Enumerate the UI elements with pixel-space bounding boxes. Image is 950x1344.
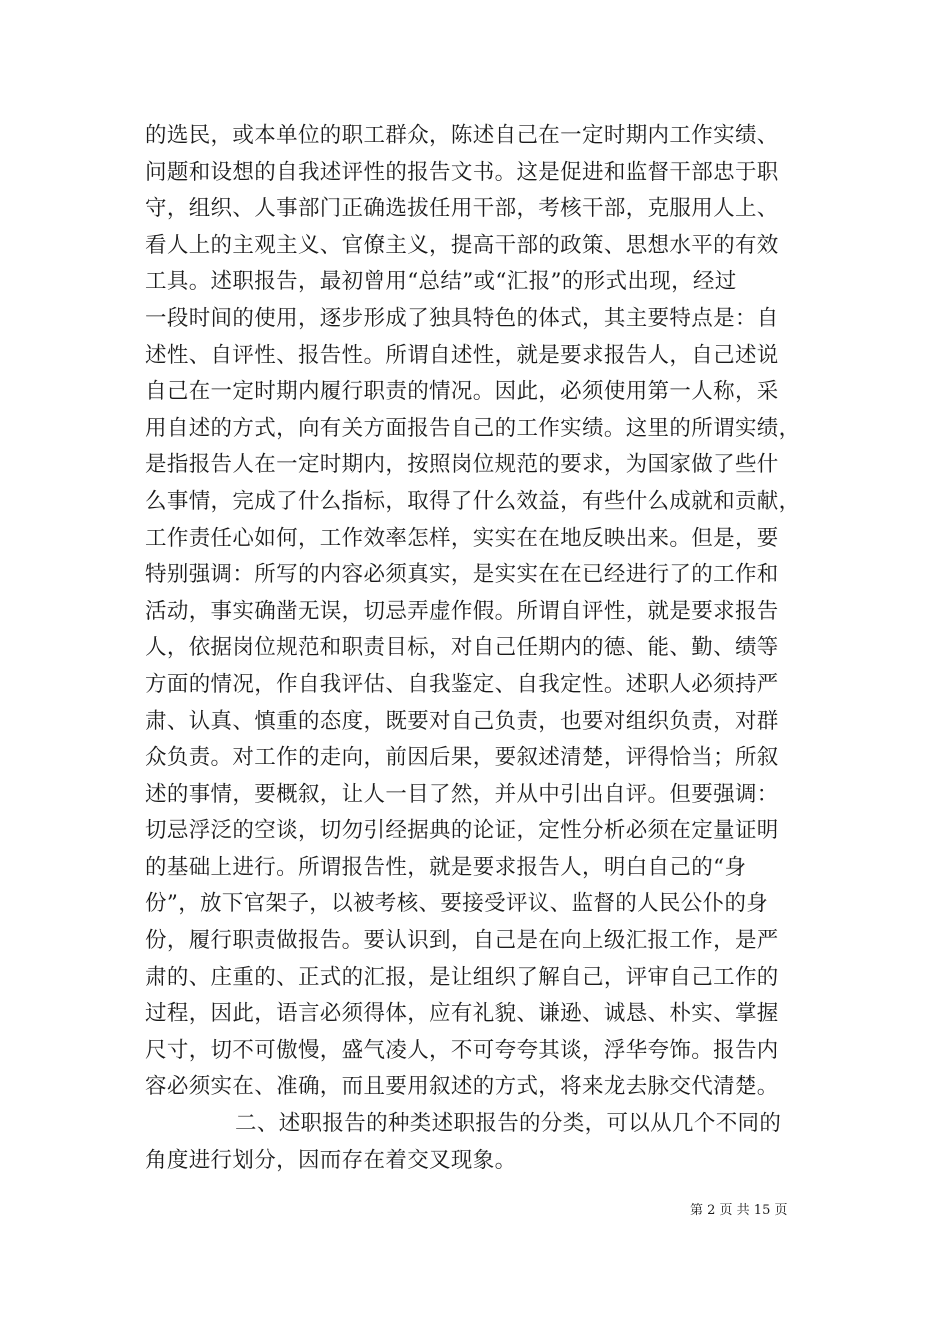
text-line: 容必须实在、准确，而且要用叙述的方式，将来龙去脉交代清楚。 [145, 1074, 779, 1100]
text-line: 问题和设想的自我述评性的报告文书。这是促进和监督干部忠于职 [145, 159, 779, 185]
text-line: 过程，因此，语言必须得体，应有礼貌、谦逊、诚恳、朴实、掌握 [145, 1001, 779, 1027]
text-line: 述的事情，要概叙，让人一目了然，并从中引出自评。但要强调： [145, 781, 779, 807]
text-line: 方面的情况，作自我评估、自我鉴定、自我定性。述职人必须持严 [145, 671, 779, 697]
text-line: 么事情，完成了什么指标，取得了什么效益，有些什么成就和贡献， [145, 488, 801, 514]
text-line: 份”，放下官架子，以被考核、要接受评议、监督的人民公仆的身 [145, 891, 769, 917]
text-line: 人，依据岗位规范和职责目标，对自己任期内的德、能、勤、绩等 [145, 635, 779, 661]
section-heading-line: 二、述职报告的种类述职报告的分类，可以从几个不同的 [235, 1111, 782, 1137]
text-line: 切忌浮泛的空谈，切勿引经据典的论证，定性分析必须在定量证明 [145, 818, 779, 844]
text-line: 肃、认真、慎重的态度，既要对自己负责，也要对组织负责，对群 [145, 708, 779, 734]
text-line: 尺寸，切不可傲慢，盛气凌人，不可夸夸其谈，浮华夸饰。报告内 [145, 1037, 779, 1063]
body-text [145, 118, 815, 1179]
text-line: 活动，事实确凿无误，切忌弄虚作假。所谓自评性，就是要求报告 [145, 598, 779, 624]
text-line: 工作责任心如何，工作效率怎样，实实在在地反映出来。但是，要 [145, 525, 779, 551]
text-line: 述性、自评性、报告性。所谓自述性，就是要求报告人，自己述说 [145, 342, 779, 368]
text-line: 角度进行划分，因而存在着交叉现象。 [145, 1147, 517, 1173]
text-line: 的基础上进行。所谓报告性，就是要求报告人，明白自己的“身 [145, 854, 747, 880]
text-line: 自己在一定时期内履行职责的情况。因此，必须使用第一人称，采 [145, 379, 779, 405]
text-line: 份，履行职责做报告。要认识到，自己是在向上级汇报工作，是严 [145, 928, 779, 954]
text-line: 用自述的方式，向有关方面报告自己的工作实绩。这里的所谓实绩， [145, 415, 801, 441]
text-line: 的选民，或本单位的职工群众，陈述自己在一定时期内工作实绩、 [145, 123, 779, 148]
text-line: 一段时间的使用，逐步形成了独具特色的体式，其主要特点是：自 [145, 305, 779, 331]
text-line: 肃的、庄重的、正式的汇报，是让组织了解自己，评审自己工作的 [145, 964, 779, 990]
text-line: 是指报告人在一定时期内，按照岗位规范的要求，为国家做了些什 [145, 452, 779, 478]
page-number-footer: 第 2 页 共 15 页 [690, 1203, 788, 1218]
text-line: 工具。述职报告，最初曾用“总结”或“汇报”的形式出现，经过 [145, 269, 737, 295]
text-line: 守，组织、人事部门正确选拔任用干部，考核干部，克服用人上、 [145, 196, 779, 222]
text-line: 众负责。对工作的走向，前因后果，要叙述清楚，评得恰当；所叙 [145, 745, 779, 771]
text-line: 特别强调：所写的内容必须真实，是实实在在已经进行了的工作和 [145, 562, 779, 588]
text-line: 看人上的主观主义、官僚主义，提高干部的政策、思想水平的有效 [145, 232, 779, 258]
